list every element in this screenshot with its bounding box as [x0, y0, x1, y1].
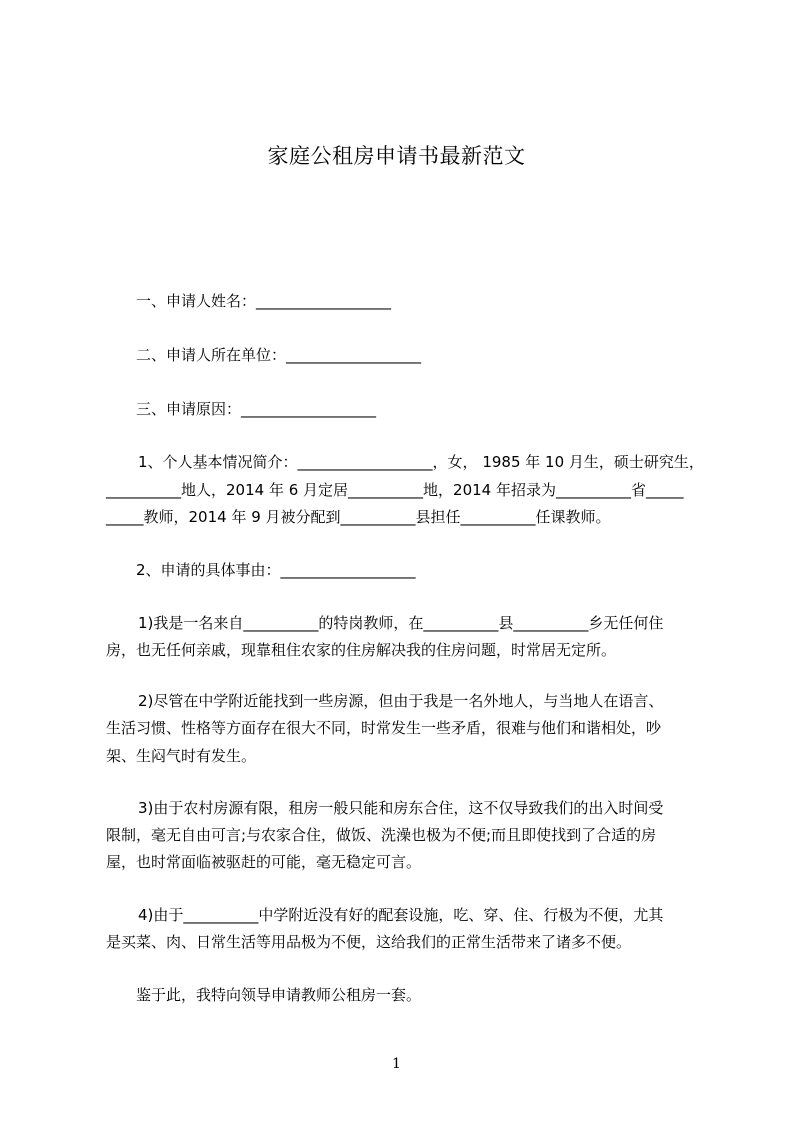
basic-info-line-3: _____教师，2014 年 9 月被分配到__________县担任__________任课教师。 — [106, 508, 611, 526]
reason-1-line-2: 房，也无任何亲戚，现靠租住农家的住房解决我的住房问题，时常居无定所。 — [106, 641, 617, 659]
applicant-name-line: 一、申请人姓名：__________________ — [136, 292, 392, 310]
application-reason-line: 三、申请原因：__________________ — [136, 400, 377, 418]
basic-info-line-1: 1、个人基本情况简介：__________________，女， 1985 年 10 月生，硕士研究生， — [138, 453, 704, 471]
reason-1-line-1: 1)我是一名来自__________的特岗教师，在__________县__________乡无任何住 — [138, 614, 664, 632]
applicant-unit-line: 二、申请人所在单位：__________________ — [136, 346, 422, 364]
page-number: 1 — [392, 1056, 401, 1072]
conclusion-line: 鉴于此，我特向领导申请教师公租房一套。 — [136, 986, 422, 1004]
reason-3-line-2: 限制，毫无自由可言;与农家合住，做饭、洗澡也极为不便;而且即使找到了合适的房 — [106, 826, 657, 844]
basic-info-line-2: __________地人，2014 年 6 月定居__________地，2014 年招录为__________省_____ — [106, 481, 684, 499]
reason-2-line-2: 生活习惯、性格等方面存在很大不同，时常发生一些矛盾，很难与他们和谐相处，吵 — [106, 719, 662, 737]
document-title: 家庭公租房申请书最新范文 — [267, 144, 526, 168]
reason-4-line-2: 是买菜、肉、日常生活等用品极为不便，这给我们的正常生活带来了诸多不便。 — [106, 933, 632, 951]
reason-3-line-1: 3)由于农村房源有限，租房一般只能和房东合住，这不仅导致我们的出入时间受 — [138, 799, 664, 817]
reason-3-line-3: 屋，也时常面临被驱赶的可能，毫无稳定可言。 — [106, 853, 422, 871]
reason-2-line-1: 2)尽管在中学附近能找到一些房源，但由于我是一名外地人，与当地人在语言、 — [138, 692, 664, 710]
reason-4-line-1: 4)由于__________中学附近没有好的配套设施，吃、穿、住、行极为不便，尤其 — [138, 906, 664, 924]
specific-reasons-line: 2、申请的具体事由：__________________ — [136, 561, 416, 579]
reason-2-line-3: 架、生闷气时有发生。 — [106, 747, 257, 765]
